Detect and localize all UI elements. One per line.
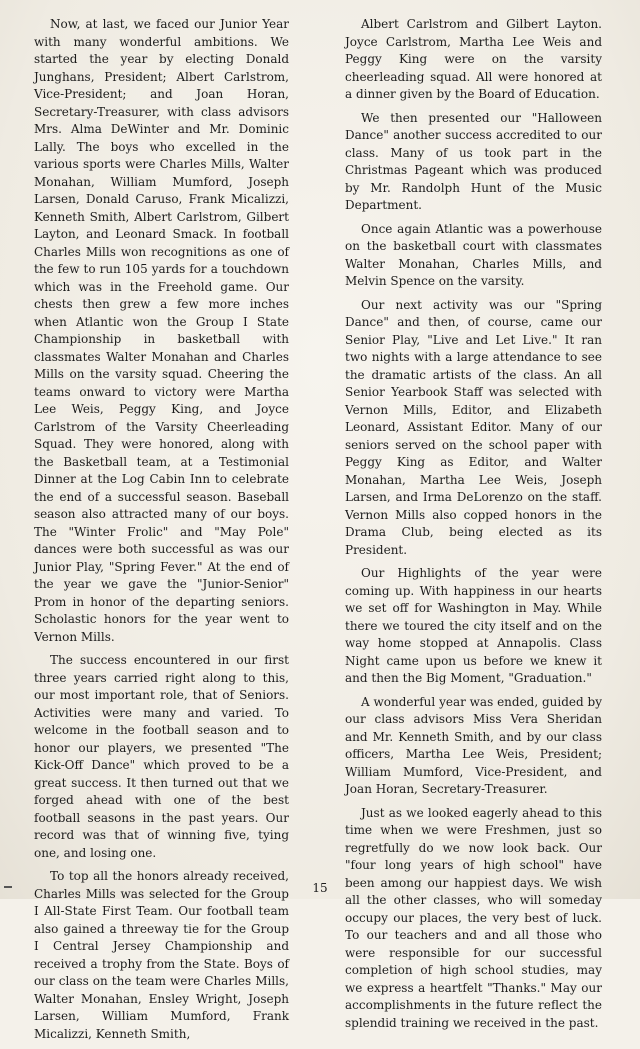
paragraph-basketball: Once again Atlantic was a powerhouse on the basketball court with classmates Walter Monahan, Charles Mills, and Melvin Spence on the varsity. (345, 221, 602, 288)
paragraph-senior-success: The success encountered in our first three years carried right along to this, our most important role, that of Seniors. Activities were many and varied. To welcome in the football season and to honor our players, we presented "The Kick-Off Dance" which proved to be a great success. It then turned out that we forged ahead with one of the best football seasons in the past years. Our record was that of winning five, tying one, and losing one. (34, 653, 289, 860)
paragraph-junior-year: Now, at last, we faced our Junior Year with many wonderful ambitions. We started the year by electing Donald Junghans, President; Albert Carlstrom, Vice-President; and Joan Horan, Secretary-Treasurer, with class advisors Mrs. Alma DeWinter and Mr. Dominic Lally. The boys who excelled in the various sports were Charles Mills, Walter Monahan, William Mumford, Joseph Larsen, Donald Caruso, Frank Micalizzi, Kenneth Smith, Albert Carlstrom, Gilbert Layton, and Leonard Smack. In football Charles Mills won recognitions as one of the few to run 105 yards for a touchdown which was in the Freehold game. Our chests then grew a few more inches when Atlantic won the Group I State Championship in basketball with classmates Walter Monahan and Charles Mills on the varsity squad. Cheering the teams onward to victory were Martha Lee Weis, Peggy King, and Joyce Carlstrom of the Varsity Cheerleading Squad. They were honored, along with the Basketball team, at a Testimonial Dinner at the Log Cabin Inn to celebrate the end of a successful season. Baseball season also attracted many of our boys. The "Winter Frolic" and "May Pole" dances were both successful as was our Junior Play, "Spring Fever." At the end of the year we gave the "Junior-Senior" Prom in honor of the departing seniors. Scholastic honors for the year went to Vernon Mills. (34, 17, 289, 644)
paragraph-class-officers: A wonderful year was ended, guided by our class advisors Miss Vera Sheridan and Mr. Kenneth Smith, and by our class officers, Martha Lee Weis, President; William Mumford, Vice-President, and Joan Horan, Secretary-Treasurer. (345, 694, 602, 796)
paragraph-cheerleading: Albert Carlstrom and Gilbert Layton. Joyce Carlstrom, Martha Lee Weis and Peggy King were on the varsity cheerleading squad. All were honored at a dinner given by the Board of Education. (345, 17, 602, 101)
paragraph-spring-dance: Our next activity was our "Spring Dance" and then, of course, came our Senior Play, "Live and Let Live." It ran two nights with a large attendance to see the dramatic artists of the class. An all Senior Yearbook Staff was selected with Vernon Mills, Editor, and Elizabeth Leonard, Assistant Editor. Many of our seniors served on the school paper with Peggy King as Editor, and Walter Monahan, Martha Lee Weis, Joseph Larsen, and Irma DeLorenzo on the staff. Vernon Mills also copped honors in the Drama Club, being elected as its President. (345, 297, 602, 557)
page-number: 15 (312, 881, 328, 895)
paragraph-highlights: Our Highlights of the year were coming up. With happiness in our hearts we set off for Washington in May. While there we toured the city itself and on the way home stopped at Annapolis. Class Night came upon us before we knew it and then the Big Moment, "Graduation." (345, 566, 602, 685)
paragraph-halloween-dance: We then presented our "Halloween Dance" another success accredited to our class. Many of us took part in the Christmas Pageant which was produced by Mr. Randolph Hunt of the Music Department. (345, 110, 602, 212)
paragraph-football-honors: To top all the honors already received, Charles Mills was selected for the Group I All-State First Team. Our football team also gained a threeway tie for the Group I Central Jersey Championship and received a trophy from the State. Boys of our class on the team were Charles Mills, Walter Monahan, Ensley Wright, Joseph Larsen, William Mumford, Frank Micalizzi, Kenneth Smith, (34, 869, 289, 1041)
paragraph-farewell: Just as we looked eagerly ahead to this time when we were Freshmen, just so regretfully do we now look back. Our "four long years of high school" have been among our happiest days. We wish all the other classes, who will someday occupy our places, the very best of luck. To our teachers and and all those who were responsible for our successful completion of high school studies, may we express a heartfelt "Thanks." May our accomplishments in the future reflect the splendid training we received in the past. (345, 805, 602, 1030)
scan-edge-mark (4, 886, 12, 888)
